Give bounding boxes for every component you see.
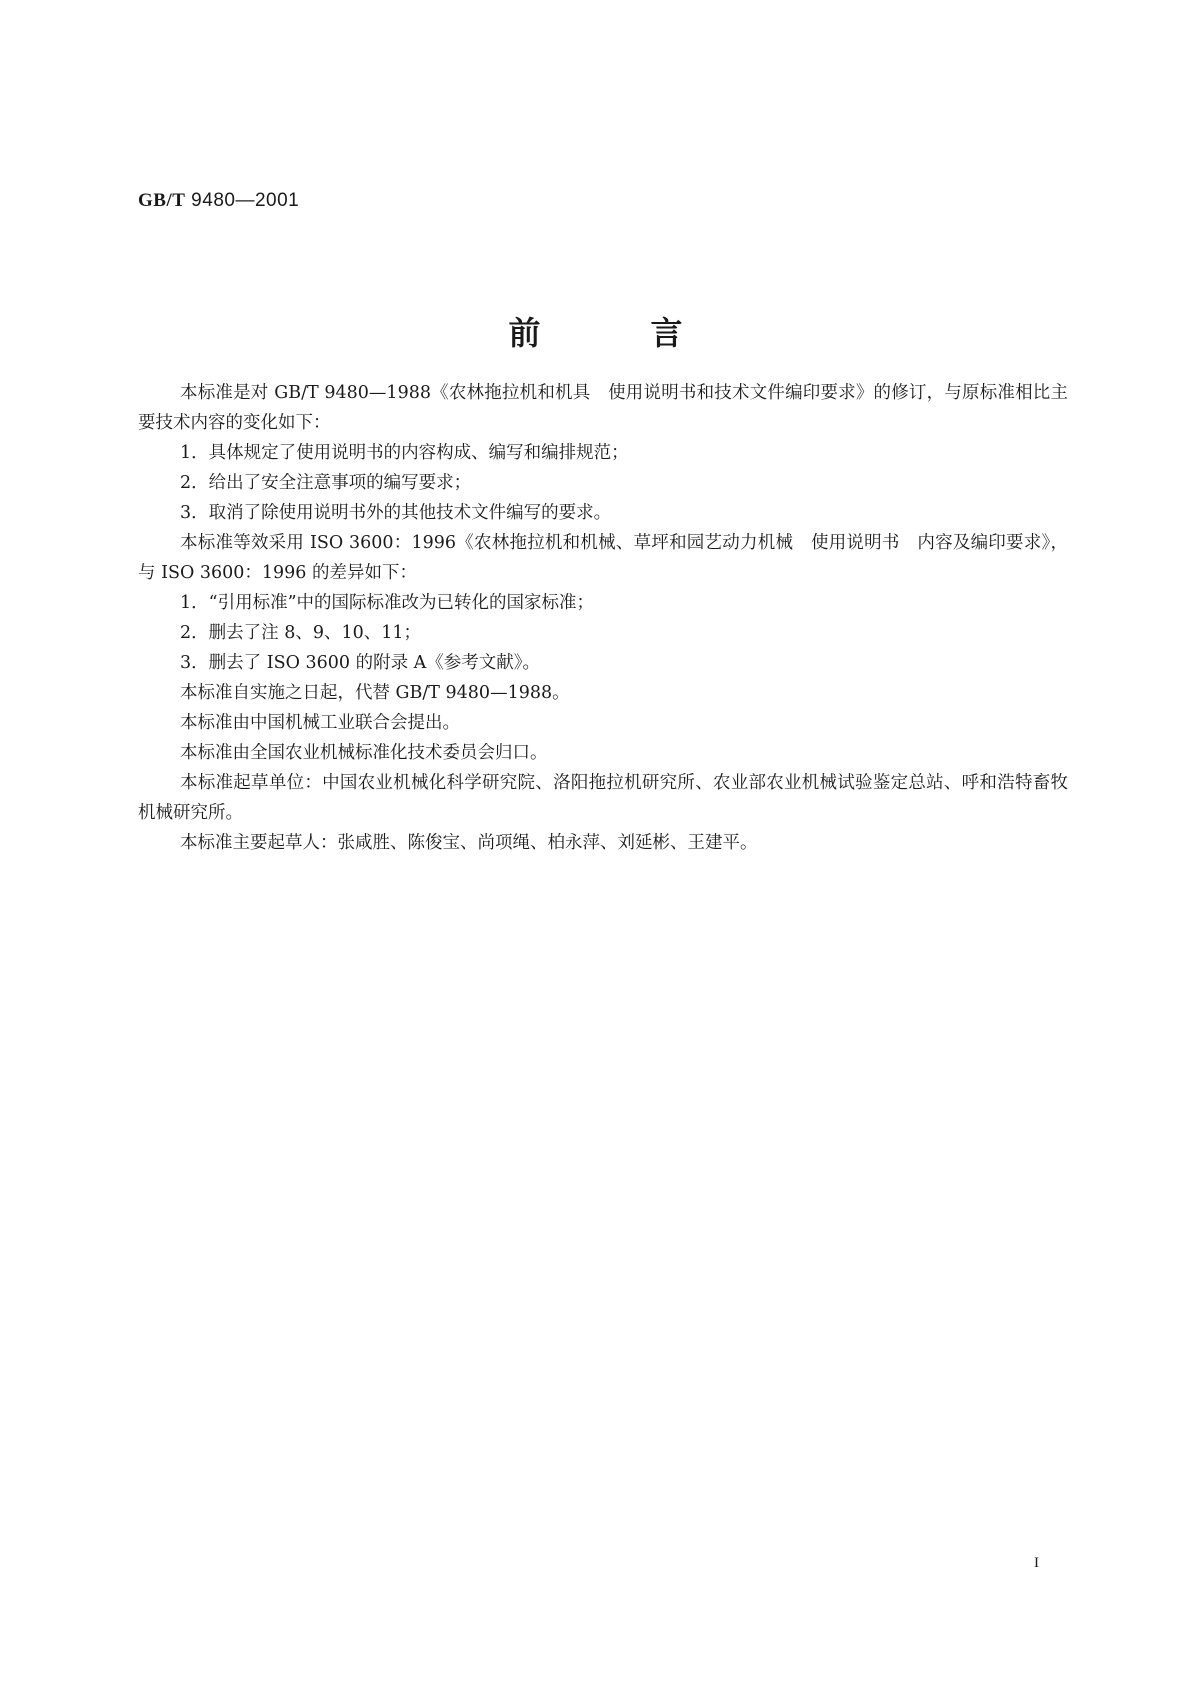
paragraph-iso-equivalence: 本标准等效采用 ISO 3600：1996《农林拖拉机和机械、草坪和园艺动力机械 使用说明书 内容及编印要求》，与 ISO 3600：1996 的差异如下： [138, 533, 1068, 583]
paragraph-centralized-by: 本标准由全国农业机械标准化技术委员会归口。 [180, 743, 548, 763]
paragraph-proposed-by: 本标准由中国机械工业联合会提出。 [180, 713, 460, 733]
paragraph-intro: 本标准是对 GB/T 9480—1988《农林拖拉机和机具 使用说明书和技术文件编印要求》的修订，与原标准相比主要技术内容的变化如下： [138, 383, 1068, 433]
paragraph-replaces: 本标准自实施之日起，代替 GB/T 9480—1988。 [180, 683, 570, 703]
foreword-body [138, 378, 1068, 858]
paragraph-change-2: 2．给出了安全注意事项的编写要求； [180, 473, 472, 493]
paragraph-diff-1: 1．“引用标准”中的国际标准改为已转化的国家标准； [180, 593, 595, 613]
page-title: 前言 [508, 314, 793, 352]
page-number: I [1034, 1555, 1039, 1571]
paragraph-drafters: 本标准主要起草人：张咸胜、陈俊宝、尚项绳、柏永萍、刘延彬、王建平。 [180, 833, 758, 853]
standard-code-prefix: GB/T [138, 190, 186, 211]
paragraph-drafting-units: 本标准起草单位：中国农业机械化科学研究院、洛阳拖拉机研究所、农业部农业机械试验鉴定总站、呼和浩特畜牧机械研究所。 [138, 773, 1068, 823]
paragraph-diff-2: 2．删去了注 8、9、10、11； [180, 623, 422, 643]
paragraph-change-3: 3．取消了除使用说明书外的其他技术文件编写的要求。 [180, 503, 612, 523]
paragraph-change-1: 1．具体规定了使用说明书的内容构成、编写和编排规范； [180, 443, 629, 463]
paragraph-diff-3: 3．删去了 ISO 3600 的附录 A《参考文献》。 [180, 653, 541, 673]
standard-code-number: 9480—2001 [185, 190, 300, 211]
standard-code [138, 190, 299, 212]
